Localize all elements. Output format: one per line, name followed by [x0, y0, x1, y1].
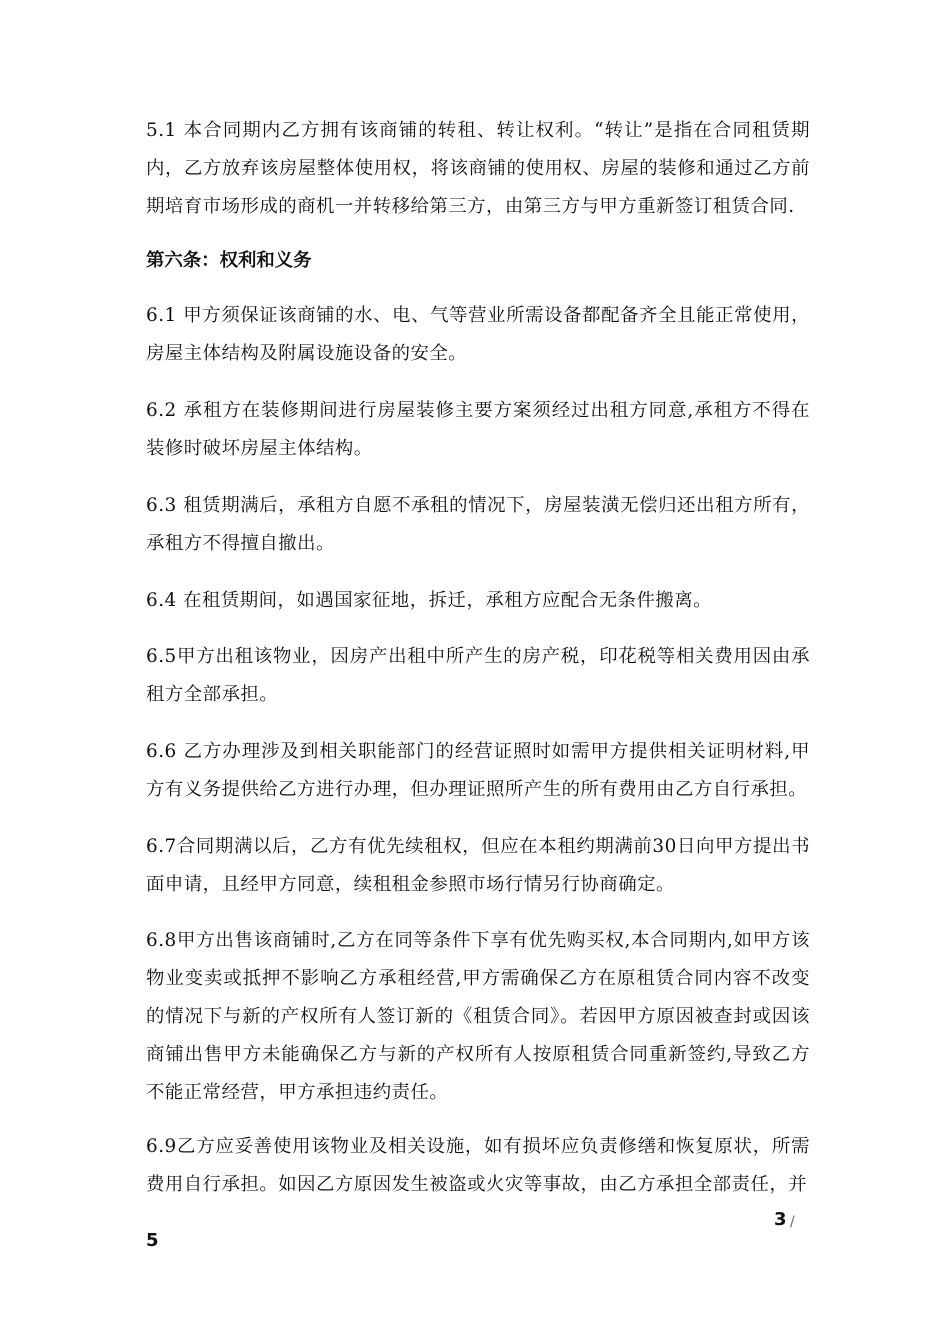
clause-6-4: 6.4 在租赁期间，如遇国家征地，拆迁，承租方应配合无条件搬离。 [146, 590, 713, 611]
clause-6-3: 6.3 租赁期满后，承租方自愿不承租的情况下，房屋装潢无偿归还出租方所有，承租方不得擅自撤出。 [146, 495, 810, 554]
clause-6-2: 6.2 承租方在装修期间进行房屋装修主要方案须经过出租方同意,承租方不得在装修时破坏房屋主体结构。 [146, 400, 810, 459]
clause-6-7: 6.7合同期满以后，乙方有优先续租权，但应在本租约期满前30日向甲方提出书面申请，且经甲方同意，续租租金参照市场行情另行协商确定。 [146, 836, 810, 895]
clause-5-1: 5.1 本合同期内乙方拥有该商铺的转租、转让权利。“转让”是指在合同租赁期内，乙方放弃该房屋整体使用权，将该商铺的使用权、房屋的装修和通过乙方前期培育市场形成的商机一并转移给第三方，由第三方与甲方重新签订租赁合同. [146, 120, 810, 217]
clause-6-9: 6.9乙方应妥善使用该物业及相关设施，如有损坏应负责修缮和恢复原状，所需费用自行承担。如因乙方原因发生被盗或火灾等事故，由乙方承担全部责任，并 [146, 1136, 810, 1195]
clause-6-5: 6.5甲方出租该物业，因房产出租中所产生的房产税，印花税等相关费用因由承租方全部承担。 [146, 646, 810, 705]
page-separator: / [790, 1214, 795, 1230]
clause-6-6: 6.6 乙方办理涉及到相关职能部门的经营证照时如需甲方提供相关证明材料,甲方有义务提供给乙方进行办理，但办理证照所产生的所有费用由乙方自行承担。 [146, 741, 810, 800]
clause-6-1: 6.1 甲方须保证该商铺的水、电、气等营业所需设备都配备齐全且能正常使用，房屋主体结构及附属设施设备的安全。 [146, 305, 810, 364]
clause-6-8: 6.8甲方出售该商铺时,乙方在同等条件下享有优先购买权,本合同期内,如甲方该物业变卖或抵押不影响乙方承租经营,甲方需确保乙方在原租赁合同内容不改变的情况下与新的产权所有人签订新的《租赁合同》。若因甲方原因被查封或因该商铺出售甲方未能确保乙方与新的产权所有人按原租赁合同重新签约,导致乙方不能正常经营，甲方承担违约责任。 [146, 930, 810, 1103]
page-total: 5 [146, 1230, 159, 1251]
section-heading: 第六条：权利和义务 [146, 250, 312, 271]
page-number: 3 [774, 1209, 787, 1230]
